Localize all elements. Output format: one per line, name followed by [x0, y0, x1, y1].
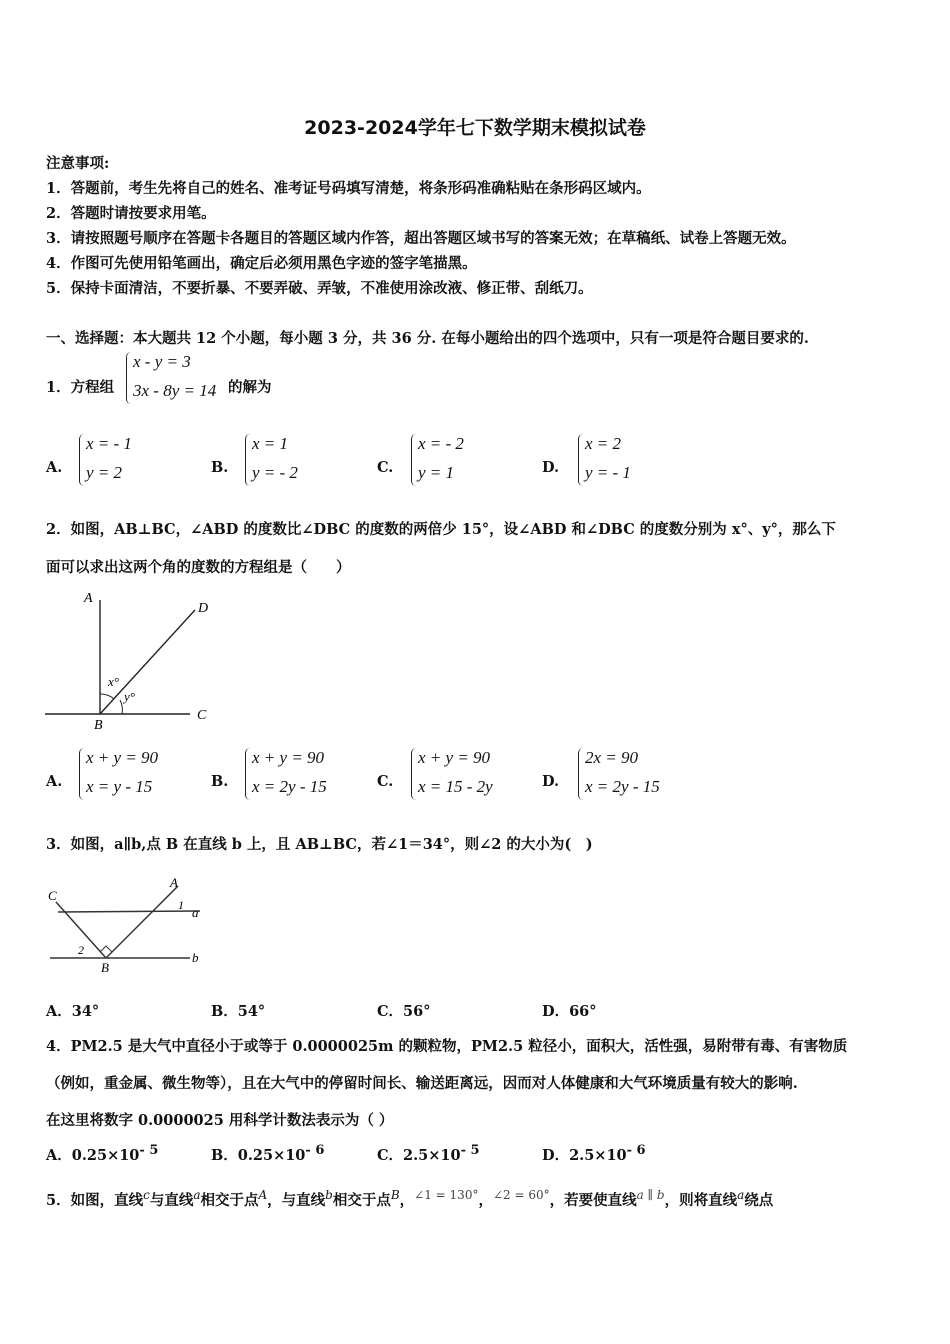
q1-option-a-brace: [79, 434, 86, 486]
q2-option-a-brace: [79, 748, 86, 800]
q3-label-a: A: [170, 876, 178, 890]
q5-text: 与直线: [149, 1191, 194, 1209]
q3-option-a: A．34°: [46, 1003, 100, 1020]
q4-stem-line2: （例如，重金属、微生物等），且在大气中的停留时间长、输送距离远，因而对人体健康和大气环境质量有较大的影响.: [46, 1075, 798, 1092]
notice-heading: 注意事项:: [46, 155, 110, 172]
q3-option-c: C．56°: [377, 1003, 431, 1020]
q3-label-c: C: [48, 888, 57, 903]
q2-option-c-line2: x = 15 - 2y: [418, 777, 493, 796]
q5-text: ，: [478, 1191, 493, 1209]
q1-suffix: 的解为: [228, 379, 272, 396]
q4-option-b: [211, 1143, 324, 1165]
notice-item: 4．作图可先使用铅笔画出，确定后必须用黑色字迹的签字笔描黑。: [46, 255, 477, 272]
q5-angle-2: ∠2 = 60°: [492, 1188, 550, 1202]
q1-brace: [126, 352, 133, 404]
q1-option-c-brace: [411, 434, 418, 486]
q5-text: ，则将直线: [664, 1191, 738, 1209]
q2-option-d-line2: x = 2y - 15: [585, 777, 660, 796]
q2-stem-line2: 面可以求出这两个角的度数的方程组是（ ）: [46, 559, 351, 576]
q2-label-b: B: [94, 718, 103, 733]
q2-label-y: y°: [124, 689, 135, 704]
q5-stem: [46, 1188, 773, 1210]
q3-line-ba: [106, 886, 178, 958]
q1-option-d-line1: x = 2: [585, 434, 622, 453]
q1-option-c-line1: x = - 2: [418, 434, 464, 453]
q2-option-b-label: B.: [211, 773, 229, 790]
q4-option-a-base: A．0.25×10: [46, 1146, 140, 1164]
notice-item: 5．保持卡面清洁，不要折暴、不要弄破、弄皱，不准使用涂改液、修正带、刮纸刀。: [46, 280, 593, 297]
q3-label-b-point: B: [101, 960, 109, 975]
q5-text: ，: [399, 1191, 415, 1209]
q3-option-d: D．66°: [542, 1003, 597, 1020]
q1-option-c-line2: y = 1: [418, 463, 455, 482]
q1-option-d-line2: y = - 1: [585, 463, 631, 482]
q3-right-angle-mark: [100, 946, 112, 952]
q5-var-a2: a: [737, 1188, 745, 1202]
q5-var-point-a: A: [258, 1188, 268, 1202]
q5-var-c: c: [143, 1188, 150, 1202]
q4-option-d: [542, 1143, 646, 1165]
notice-item: 3．请按照题号顺序在答题卡各题目的答题区域内作答，超出答题区域书写的答案无效；在草稿纸、试卷上答题无效。: [46, 230, 796, 247]
q5-text: ，若要使直线: [549, 1191, 637, 1209]
q5-var-a: a: [193, 1188, 201, 1202]
q4-option-d-base: D．2.5×10: [542, 1146, 627, 1164]
notice-item: 2．答题时请按要求用笔。: [46, 205, 216, 222]
q5-text: 相交于点: [332, 1191, 391, 1209]
q4-option-c-exp: - 5: [460, 1143, 480, 1158]
q2-option-c-brace: [411, 748, 418, 800]
q4-option-c-base: C．2.5×10: [377, 1146, 461, 1164]
q1-option-d-label: D.: [542, 459, 560, 476]
q3-label-1: 1: [178, 898, 184, 912]
q2-option-c-line1: x + y = 90: [418, 748, 491, 767]
section-heading: 一、选择题：本大题共 12 个小题，每小题 3 分，共 36 分. 在每小题给出的四个选项中，只有一项是符合题目要求的.: [46, 330, 809, 347]
q1-prefix: 1．方程组: [46, 379, 115, 396]
q1-option-c-label: C.: [377, 459, 394, 476]
q1-equation-1: x - y = 3: [133, 352, 191, 371]
q2-stem-line1: 2．如图，AB⊥BC，∠ABD 的度数比∠DBC 的度数的两倍少 15°，设∠ABD 和∠DBC 的度数分别为 x°、y°，那么下: [46, 521, 836, 538]
q2-option-a-label: A.: [46, 773, 63, 790]
q1-option-b-brace: [245, 434, 252, 486]
notice-item: 1．答题前，考生先将自己的姓名、准考证号码填写清楚，将条形码准确粘贴在条形码区域内。: [46, 180, 651, 197]
q4-option-b-exp: - 6: [305, 1143, 325, 1158]
q5-text: 相交于点: [200, 1191, 259, 1209]
q4-stem-line1: 4．PM2.5 是大气中直径小于或等于 0.0000025m 的颗粒物，PM2.5 粒径小，面积大，活性强，易附带有毒、有害物质: [46, 1038, 848, 1055]
q2-arc-x: [100, 694, 114, 699]
q3-stem: 3．如图，a∥b,点 B 在直线 b 上，且 AB⊥BC，若∠1＝34°，则∠2 的大小为( ): [46, 836, 593, 853]
q3-figure: [40, 876, 215, 976]
q2-label-a: A: [84, 591, 93, 606]
q5-parallel: a ∥ b: [636, 1188, 665, 1202]
q1-option-a-label: A.: [46, 459, 63, 476]
q3-label-line-a: a: [192, 905, 199, 920]
q2-arc-y: [120, 700, 122, 714]
q1-option-a-line2: y = 2: [86, 463, 123, 482]
q2-label-x: x°: [108, 674, 119, 689]
q5-text: ，与直线: [267, 1191, 326, 1209]
q2-line-bd: [100, 610, 195, 714]
q4-option-d-exp: - 6: [626, 1143, 646, 1158]
q1-option-a-line1: x = - 1: [86, 434, 132, 453]
q3-option-b: B．54°: [211, 1003, 266, 1020]
q1-option-d-brace: [578, 434, 585, 486]
q3-label-2: 2: [78, 943, 84, 957]
q2-option-c-label: C.: [377, 773, 394, 790]
q2-option-b-line2: x = 2y - 15: [252, 777, 327, 796]
q1-option-b-line1: x = 1: [252, 434, 289, 453]
q5-angle-1: ∠1 = 130°: [414, 1188, 479, 1202]
q5-text: 绕点: [744, 1191, 774, 1209]
q1-option-b-label: B.: [211, 459, 229, 476]
q2-option-d-label: D.: [542, 773, 560, 790]
q2-option-d-line1: 2x = 90: [585, 748, 639, 767]
q2-option-d-brace: [578, 748, 585, 800]
q5-var-point-b: B: [390, 1188, 400, 1202]
q4-option-c: [377, 1143, 480, 1165]
q2-option-a-line1: x + y = 90: [86, 748, 159, 767]
q2-figure: [40, 588, 230, 733]
q4-option-b-base: B．0.25×10: [211, 1146, 306, 1164]
page-title: 2023-2024学年七下数学期末模拟试卷: [304, 117, 646, 139]
q2-option-a-line2: x = y - 15: [86, 777, 153, 796]
q4-option-a: [46, 1143, 158, 1165]
q5-var-b: b: [325, 1188, 333, 1202]
q3-label-line-b: b: [192, 950, 199, 965]
q4-stem-line3: 在这里将数字 0.0000025 用科学计数法表示为（ ）: [46, 1112, 394, 1129]
q1-equation-2: 3x - 8y = 14: [133, 381, 217, 400]
q4-option-a-exp: - 5: [139, 1143, 159, 1158]
q2-label-c: C: [197, 708, 207, 723]
q2-option-b-line1: x + y = 90: [252, 748, 325, 767]
q2-label-d: D: [198, 601, 209, 616]
q2-option-b-brace: [245, 748, 252, 800]
q5-text: 5．如图，直线: [46, 1191, 144, 1209]
q1-option-b-line2: y = - 2: [252, 463, 298, 482]
